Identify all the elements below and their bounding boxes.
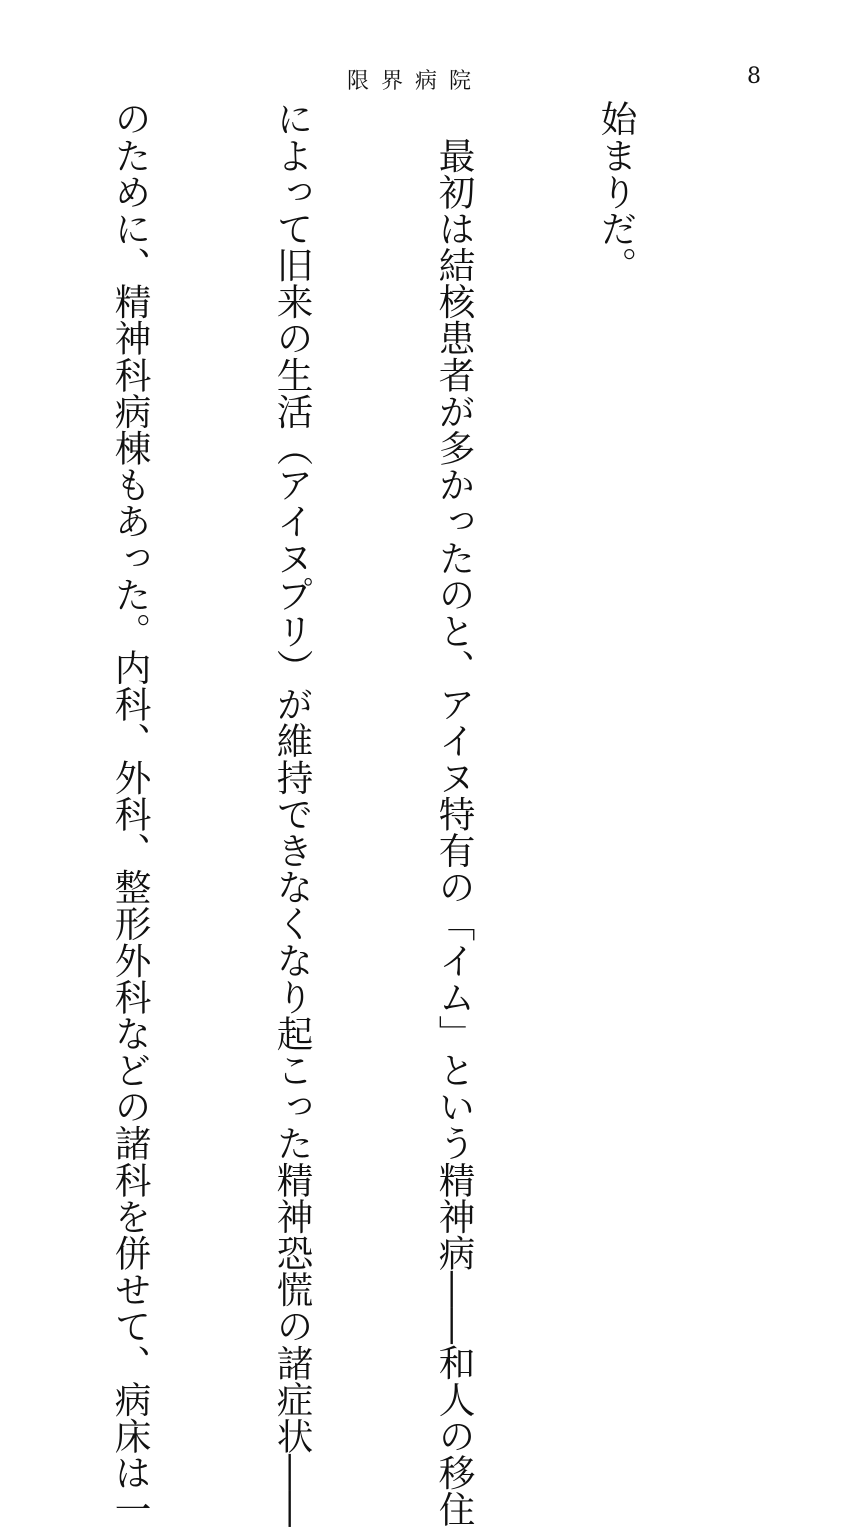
text-line: 最初は結核患者が多かったのと、アイヌ特有の「イム」という精神病――和人の移住 bbox=[433, 100, 476, 1527]
text-line: によって旧来の生活（アイヌプリ）が維持できなくなり起こった精神恐慌の諸症状―― bbox=[271, 100, 314, 1527]
vertical-body-text bbox=[0, 100, 751, 1527]
text-line: 始まりだ。 bbox=[595, 100, 638, 283]
page-number: 8 bbox=[747, 64, 761, 89]
text-line: のために、精神科病棟もあった。内科、外科、整形外科などの諸科を併せて、病床は一 bbox=[109, 100, 152, 1527]
running-title: 限界病院 bbox=[346, 69, 483, 94]
